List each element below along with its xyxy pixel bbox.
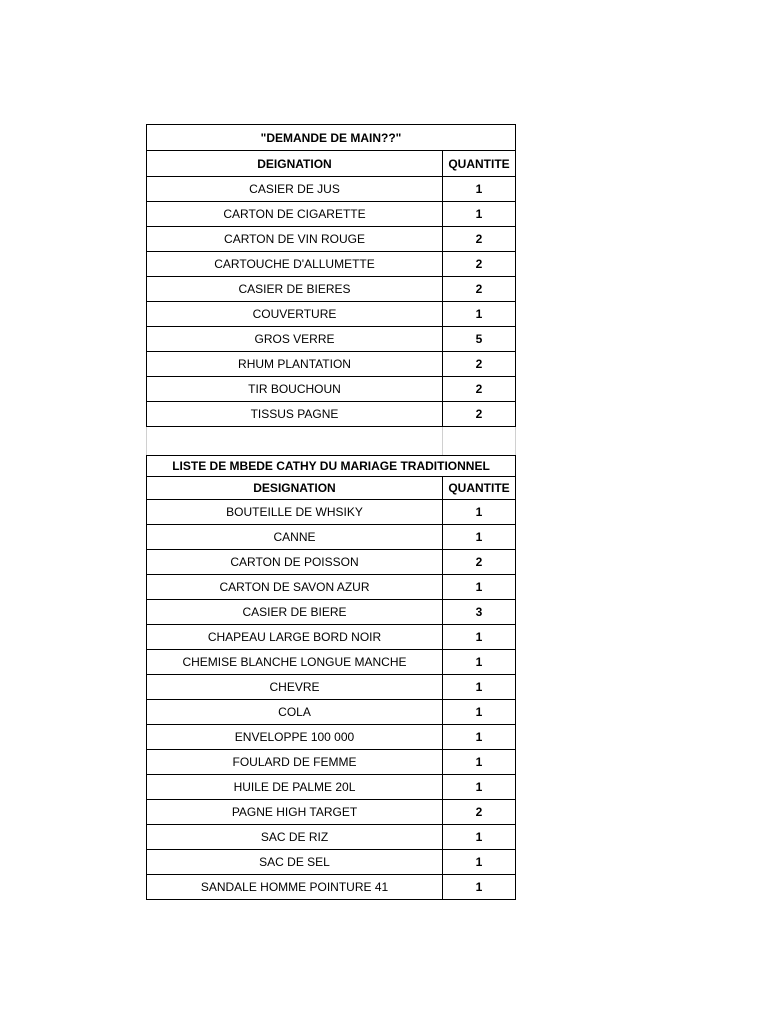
table-row — [147, 202, 516, 227]
table-row — [147, 625, 516, 650]
item-designation: CHEMISE BLANCHE LONGUE MANCHE — [147, 650, 443, 675]
item-quantity: 1 — [443, 700, 516, 725]
empty-cell — [443, 427, 516, 455]
item-quantity: 2 — [443, 227, 516, 252]
item-quantity: 1 — [443, 675, 516, 700]
spacer-row — [146, 427, 516, 455]
table-row — [147, 800, 516, 825]
table-row — [147, 352, 516, 377]
table-row — [147, 850, 516, 875]
table-row — [147, 825, 516, 850]
table-row — [147, 700, 516, 725]
column-header-quantity: QUANTITE — [443, 477, 516, 500]
item-designation: CASIER DE BIERES — [147, 277, 443, 302]
table-row — [147, 725, 516, 750]
item-quantity: 2 — [443, 352, 516, 377]
table-row — [147, 402, 516, 427]
table-row — [147, 227, 516, 252]
table-title-row — [147, 456, 516, 477]
item-designation: COUVERTURE — [147, 302, 443, 327]
item-quantity: 1 — [443, 302, 516, 327]
item-quantity: 1 — [443, 775, 516, 800]
table-row — [147, 277, 516, 302]
demande-de-main-table — [146, 124, 516, 427]
item-designation: CANNE — [147, 525, 443, 550]
item-designation: HUILE DE PALME 20L — [147, 775, 443, 800]
table-row — [147, 252, 516, 277]
item-designation: RHUM PLANTATION — [147, 352, 443, 377]
table-row — [147, 575, 516, 600]
item-quantity: 1 — [443, 625, 516, 650]
item-designation: CHAPEAU LARGE BORD NOIR — [147, 625, 443, 650]
empty-cell — [147, 427, 443, 455]
table-row — [147, 500, 516, 525]
item-designation: CASIER DE JUS — [147, 177, 443, 202]
table-header-row — [147, 151, 516, 177]
table-row — [147, 675, 516, 700]
table-row — [147, 775, 516, 800]
table-row — [147, 750, 516, 775]
item-quantity: 1 — [443, 575, 516, 600]
table-row — [147, 600, 516, 625]
table-row — [147, 650, 516, 675]
item-designation: CARTON DE POISSON — [147, 550, 443, 575]
item-quantity: 1 — [443, 525, 516, 550]
table-title: "DEMANDE DE MAIN??" — [147, 125, 516, 151]
item-quantity: 1 — [443, 500, 516, 525]
table-row — [147, 377, 516, 402]
table-row — [147, 525, 516, 550]
item-designation: CARTON DE CIGARETTE — [147, 202, 443, 227]
item-quantity: 2 — [443, 277, 516, 302]
item-designation: TIR BOUCHOUN — [147, 377, 443, 402]
item-quantity: 5 — [443, 327, 516, 352]
item-designation: SAC DE SEL — [147, 850, 443, 875]
mariage-traditionnel-table — [146, 455, 516, 900]
item-quantity: 1 — [443, 725, 516, 750]
item-designation: PAGNE HIGH TARGET — [147, 800, 443, 825]
item-quantity: 1 — [443, 202, 516, 227]
item-quantity: 2 — [443, 800, 516, 825]
table-title: LISTE DE MBEDE CATHY DU MARIAGE TRADITIONNEL — [147, 456, 516, 477]
item-designation: SAC DE RIZ — [147, 825, 443, 850]
item-quantity: 2 — [443, 402, 516, 427]
item-quantity: 2 — [443, 550, 516, 575]
item-designation: CHEVRE — [147, 675, 443, 700]
table-row — [147, 177, 516, 202]
item-quantity: 1 — [443, 825, 516, 850]
spreadsheet-page — [146, 124, 515, 900]
item-designation: BOUTEILLE DE WHSIKY — [147, 500, 443, 525]
item-quantity: 1 — [443, 875, 516, 900]
item-designation: CASIER DE BIERE — [147, 600, 443, 625]
item-designation: TISSUS PAGNE — [147, 402, 443, 427]
table-row — [147, 875, 516, 900]
item-quantity: 1 — [443, 850, 516, 875]
item-designation: GROS VERRE — [147, 327, 443, 352]
table-row — [147, 302, 516, 327]
item-designation: CARTON DE VIN ROUGE — [147, 227, 443, 252]
item-designation: FOULARD DE FEMME — [147, 750, 443, 775]
item-quantity: 1 — [443, 177, 516, 202]
column-header-designation: DESIGNATION — [147, 477, 443, 500]
item-designation: CARTON DE SAVON AZUR — [147, 575, 443, 600]
column-header-quantity: QUANTITE — [443, 151, 516, 177]
item-quantity: 1 — [443, 750, 516, 775]
item-designation: ENVELOPPE 100 000 — [147, 725, 443, 750]
item-quantity: 2 — [443, 377, 516, 402]
table-row — [147, 327, 516, 352]
table-title-row — [147, 125, 516, 151]
item-designation: CARTOUCHE D'ALLUMETTE — [147, 252, 443, 277]
column-header-designation: DEIGNATION — [147, 151, 443, 177]
item-designation: SANDALE HOMME POINTURE 41 — [147, 875, 443, 900]
table-header-row — [147, 477, 516, 500]
item-quantity: 3 — [443, 600, 516, 625]
table-row — [147, 550, 516, 575]
item-quantity: 2 — [443, 252, 516, 277]
item-quantity: 1 — [443, 650, 516, 675]
item-designation: COLA — [147, 700, 443, 725]
